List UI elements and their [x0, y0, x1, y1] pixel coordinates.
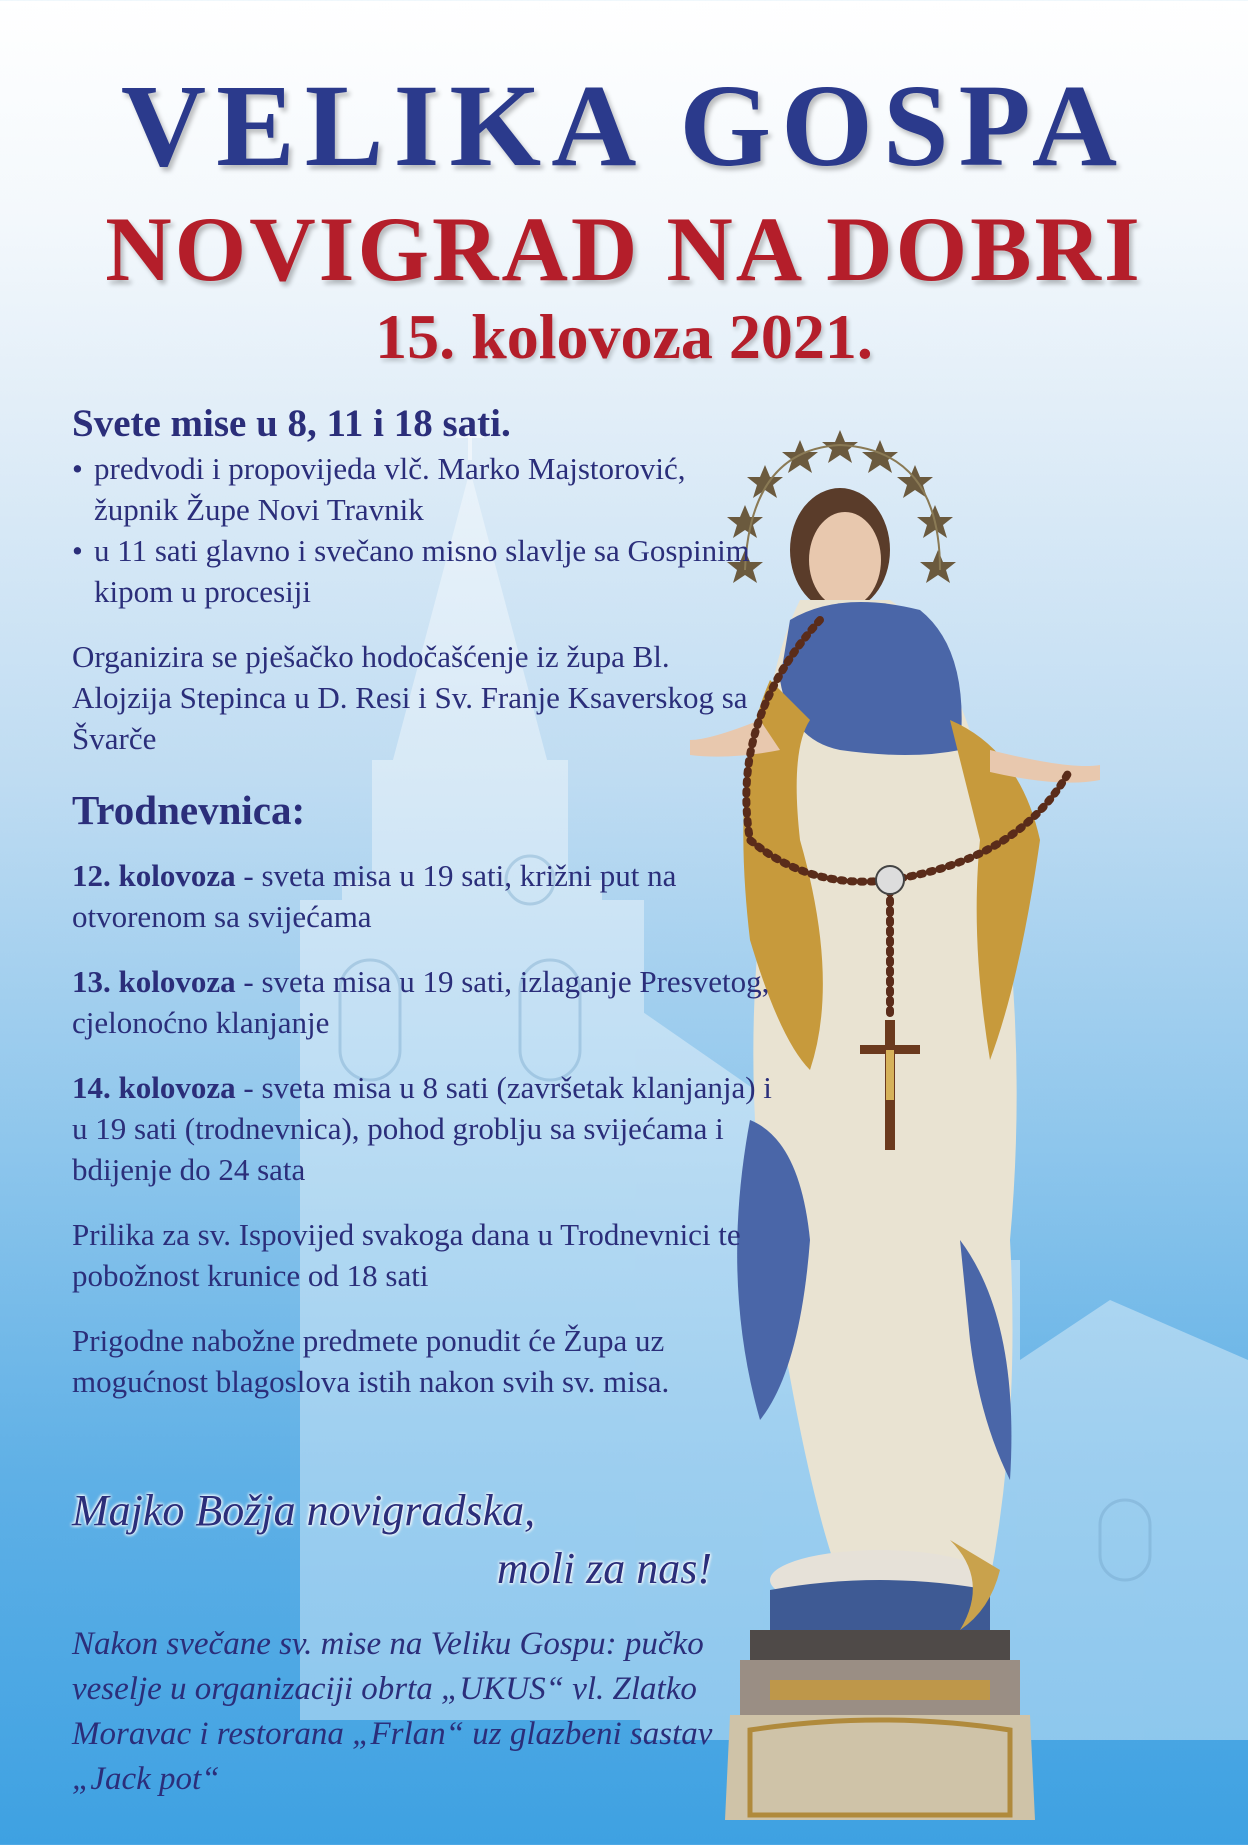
event-details [72, 400, 772, 1402]
triduum-day-date: 14. kolovoza [72, 1070, 236, 1105]
mass-bullets [72, 448, 772, 612]
prayer-line-1: Majko Božja novigradska, [72, 1486, 536, 1535]
religious-items-text: Prigodne nabožne predmete ponudit će Župa uz mogućnost blagoslova istih nakon svih sv. misa. [72, 1323, 670, 1399]
event-location: NOVIGRAD NA DOBRI [105, 198, 1143, 300]
triduum-day [72, 961, 772, 1043]
triduum-day-date: 13. kolovoza [72, 964, 236, 999]
triduum-day [72, 1067, 772, 1190]
triduum-day-text: - sveta misa u 19 sati, izlaganje Presvetog, cjelonoćno klanjanje [72, 964, 770, 1040]
prayer-line-2: moli za nas! [496, 1544, 712, 1593]
mass-times-heading: Svete mise u 8, 11 i 18 sati. [72, 402, 511, 445]
confession-text: Prilika za sv. Ispovijed svakoga dana u Trodnevnici te pobožnost krunice od 18 sati [72, 1217, 741, 1293]
mass-bullet-item: • u 11 sati glavno i svečano misno slavlje sa Gospinim kipom u procesiji [72, 530, 772, 612]
triduum-day-text: - sveta misa u 19 sati, križni put na otvorenom sa svijećama [72, 858, 677, 934]
event-title: VELIKA GOSPA [120, 60, 1128, 191]
triduum-heading: Trodnevnica: [72, 787, 306, 833]
prayer-invocation [72, 1482, 712, 1598]
triduum-day-date: 12. kolovoza [72, 858, 236, 893]
mass-bullet-item: • predvodi i propovijeda vlč. Marko Majstorović, župnik Župe Novi Travnik [72, 448, 772, 530]
event-date: 15. kolovoza 2021. [375, 301, 873, 372]
triduum-day [72, 855, 772, 937]
triduum-day-text: - sveta misa u 8 sati (završetak klanjanja) i u 19 sati (trodnevnica), pohod groblju sa svijećama i bdijenje do 24 sata [72, 1070, 772, 1187]
after-mass-celebration-text: Nakon svečane sv. mise na Veliku Gospu: pučko veselje u organizaciji obrta „UKUS“ vl. Zlatko Moravac i restorana „Frlan“ uz glazbeni sastav „Jack pot“ [72, 1626, 713, 1797]
pilgrimage-text: Organizira se pješačko hodočašćenje iz župa Bl. Alojzija Stepinca u D. Resi i Sv. Franje Ksaverskog sa Švarče [72, 639, 748, 756]
